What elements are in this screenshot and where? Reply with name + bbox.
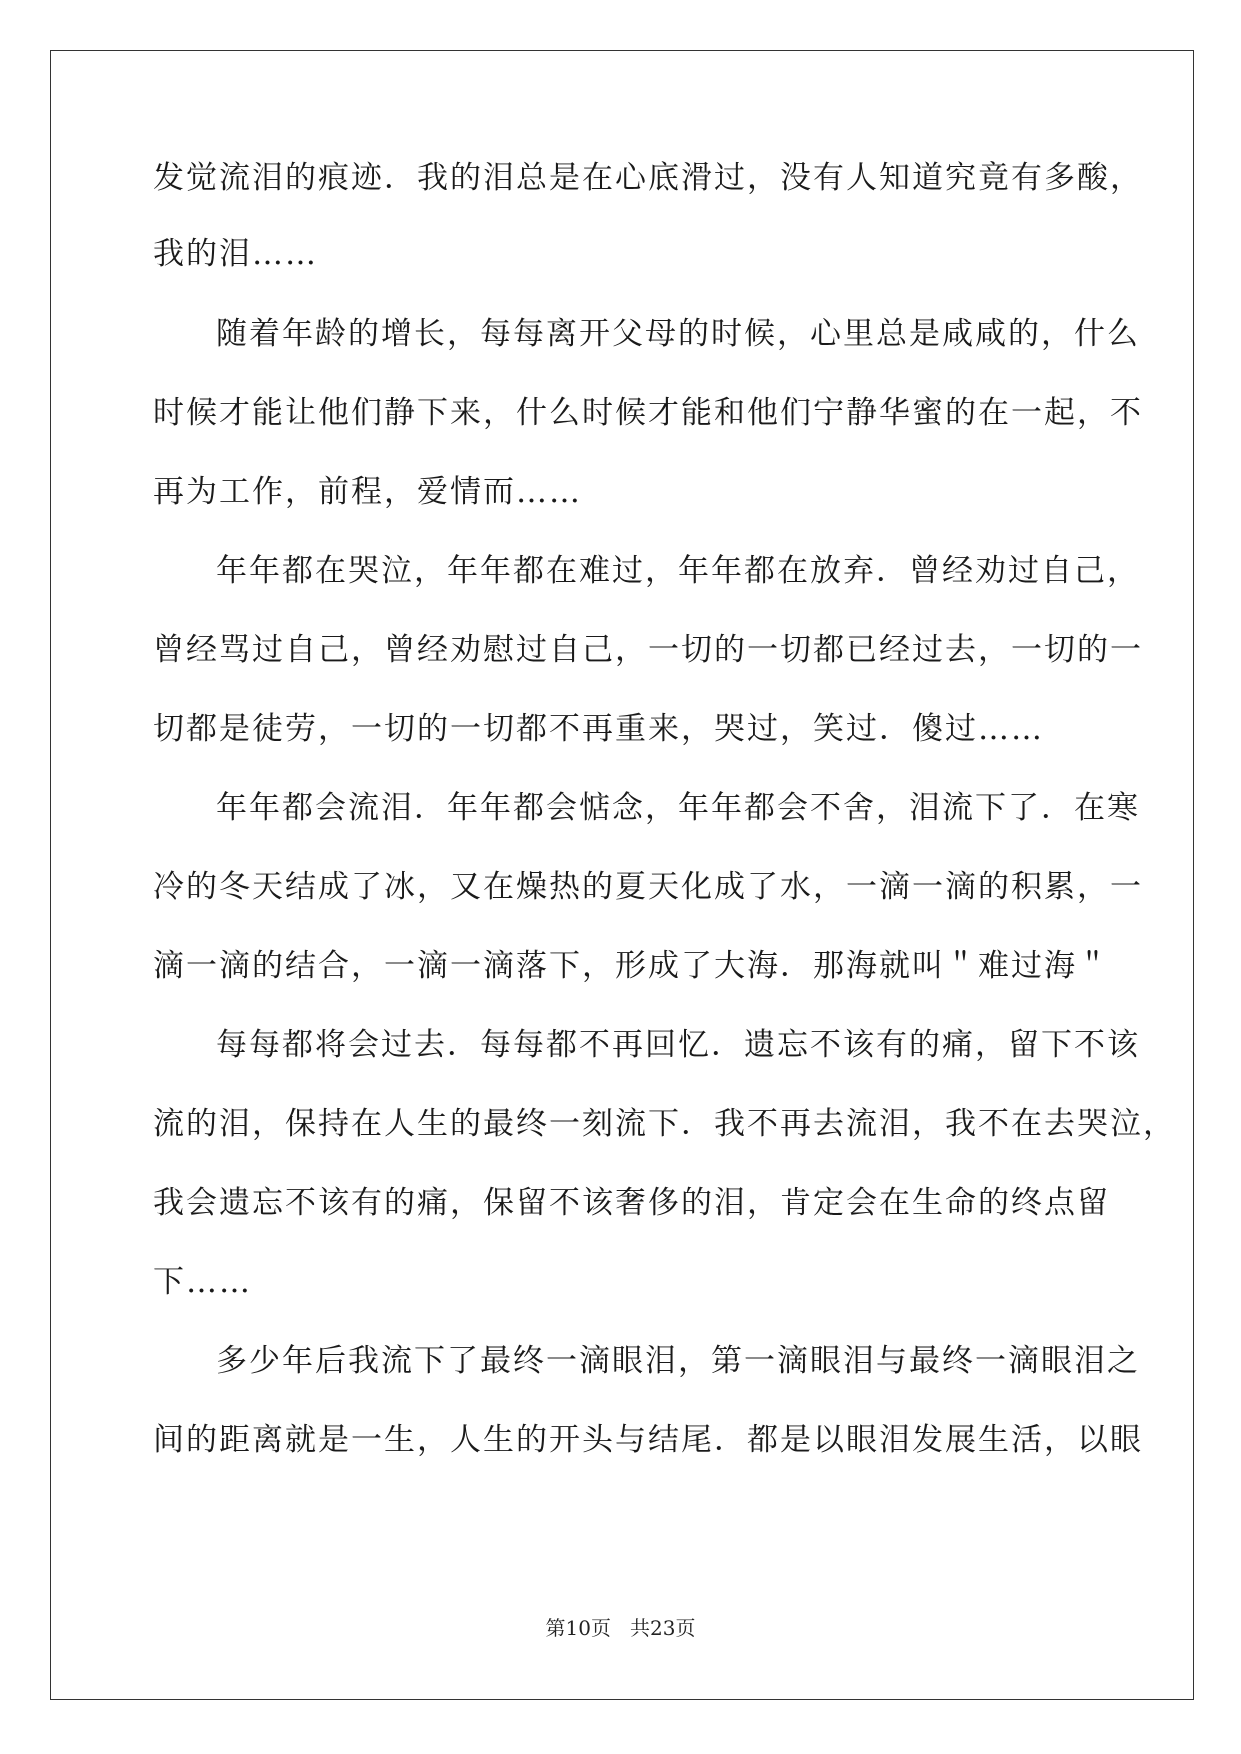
page-prefix: 第 xyxy=(545,1616,566,1640)
page-current: 10 xyxy=(565,1616,591,1640)
page-suffix: 页 xyxy=(590,1616,611,1640)
text-line: 发觉流泪的痕迹．我的泪总是在心底滑过，没有人知道究竟有多酸， xyxy=(153,160,1143,196)
paragraph-start-line: 多少年后我流下了最终一滴眼泪，第一滴眼泪与最终一滴眼泪之 xyxy=(216,1343,1140,1379)
paragraph-start-line: 年年都会流泪．年年都会惦念，年年都会不舍，泪流下了．在寒 xyxy=(216,790,1140,826)
text-line: 我会遗忘不该有的痛，保留不该奢侈的泪，肯定会在生命的终点留 xyxy=(153,1185,1110,1221)
paragraph-start-line: 每每都将会过去．每每都不再回忆．遗忘不该有的痛，留下不该 xyxy=(216,1027,1140,1063)
text-line: 我的泪…… xyxy=(153,236,318,272)
page-total: 23 xyxy=(650,1616,676,1640)
text-line: 下…… xyxy=(153,1264,252,1300)
text-line: 流的泪，保持在人生的最终一刻流下．我不再去流泪，我不在去哭泣， xyxy=(153,1106,1176,1142)
text-line: 时候才能让他们静下来，什么时候才能和他们宁静华蜜的在一起，不 xyxy=(153,395,1143,431)
total-prefix: 共 xyxy=(630,1616,651,1640)
text-line: 切都是徒劳，一切的一切都不再重来，哭过，笑过．傻过…… xyxy=(153,711,1044,747)
text-line: 滴一滴的结合，一滴一滴落下，形成了大海．那海就叫＂难过海＂ xyxy=(153,948,1110,984)
paragraph-start-line: 年年都在哭泣，年年都在难过，年年都在放弃．曾经劝过自己， xyxy=(216,553,1140,589)
page-footer xyxy=(0,1615,1241,1641)
total-suffix: 页 xyxy=(675,1616,696,1640)
paragraph-start-line: 随着年龄的增长，每每离开父母的时候，心里总是咸咸的，什么 xyxy=(216,316,1140,352)
text-line: 曾经骂过自己，曾经劝慰过自己，一切的一切都已经过去，一切的一 xyxy=(153,632,1143,668)
text-line: 再为工作，前程，爱情而…… xyxy=(153,474,582,510)
text-line: 冷的冬天结成了冰，又在燥热的夏天化成了水，一滴一滴的积累，一 xyxy=(153,869,1143,905)
text-line: 间的距离就是一生，人生的开头与结尾．都是以眼泪发展生活，以眼 xyxy=(153,1422,1143,1458)
